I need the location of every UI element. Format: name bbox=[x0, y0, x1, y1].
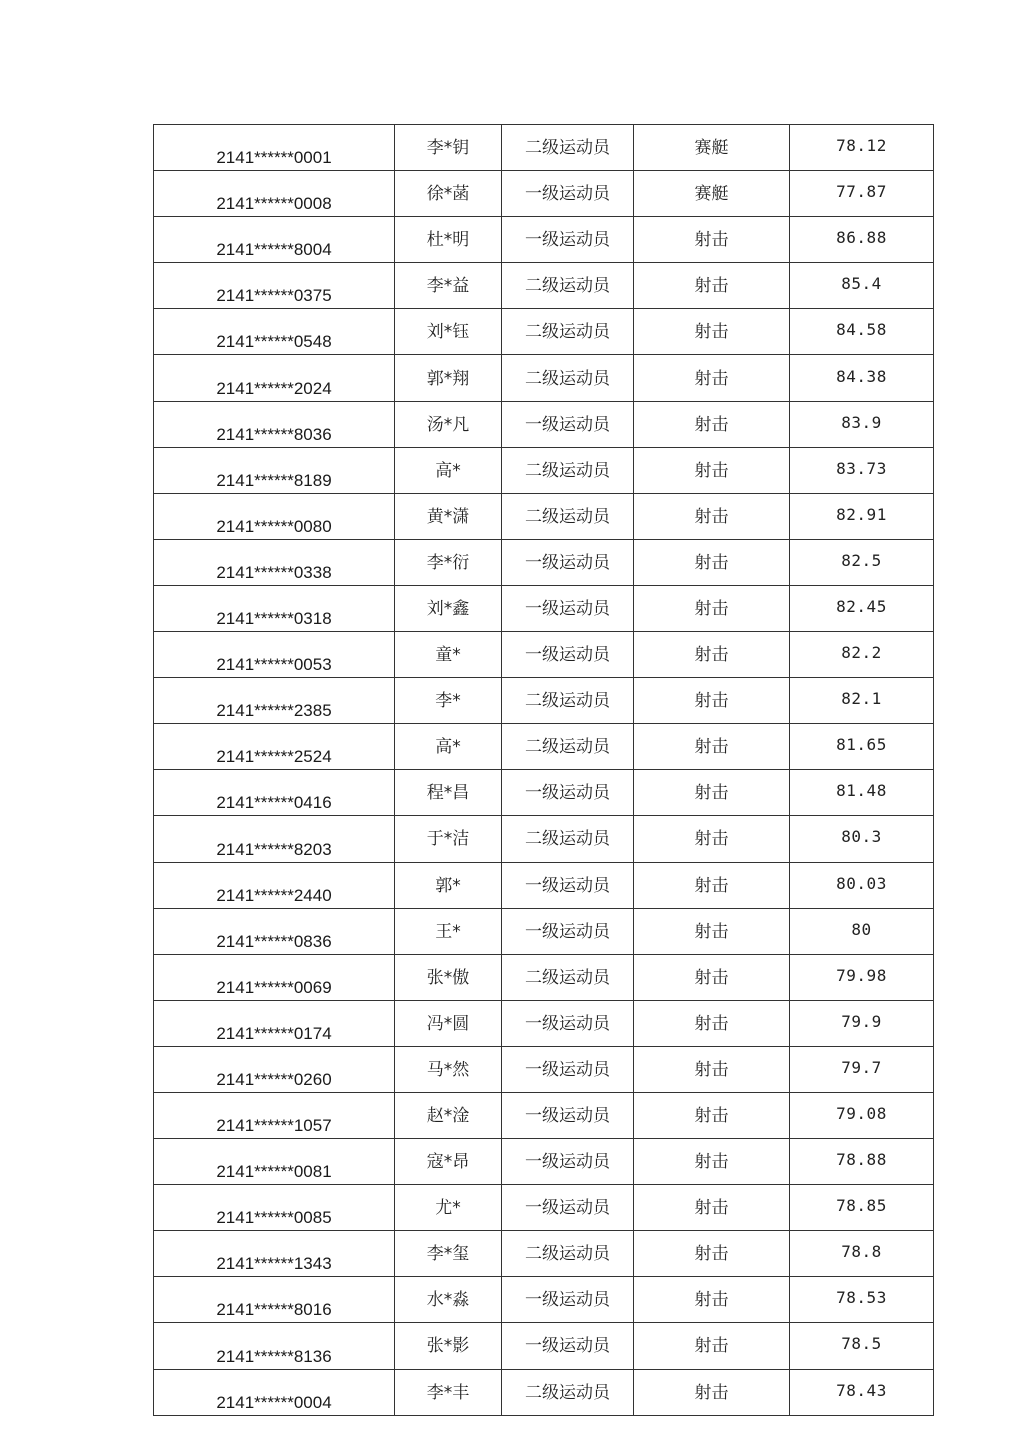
table-row bbox=[154, 309, 934, 355]
athlete-level-cell: 二级运动员 bbox=[502, 724, 634, 770]
athlete-level-cell: 一级运动员 bbox=[502, 1277, 634, 1323]
sport-event-cell: 射击 bbox=[634, 585, 790, 631]
score-cell: 78.43 bbox=[790, 1369, 934, 1415]
athlete-name-cell: 郭*翔 bbox=[395, 355, 502, 401]
athlete-level-cell: 一级运动员 bbox=[502, 217, 634, 263]
sport-event-cell: 赛艇 bbox=[634, 171, 790, 217]
table-row bbox=[154, 539, 934, 585]
exam-id-cell: 2141******0836 bbox=[154, 908, 395, 954]
athlete-level-cell: 二级运动员 bbox=[502, 678, 634, 724]
score-cell: 81.48 bbox=[790, 770, 934, 816]
athlete-name-cell: 李*益 bbox=[395, 263, 502, 309]
sport-event-cell: 射击 bbox=[634, 355, 790, 401]
sport-event-cell: 射击 bbox=[634, 724, 790, 770]
table-row bbox=[154, 1323, 934, 1369]
athlete-level-cell: 一级运动员 bbox=[502, 862, 634, 908]
athlete-name-cell: 李*玺 bbox=[395, 1231, 502, 1277]
score-cell: 78.53 bbox=[790, 1277, 934, 1323]
score-cell: 79.98 bbox=[790, 954, 934, 1000]
sport-event-cell: 射击 bbox=[634, 816, 790, 862]
table-row bbox=[154, 724, 934, 770]
athlete-score-table bbox=[153, 124, 934, 1416]
athlete-level-cell: 一级运动员 bbox=[502, 1139, 634, 1185]
athlete-name-cell: 刘*钰 bbox=[395, 309, 502, 355]
athlete-name-cell: 尤* bbox=[395, 1185, 502, 1231]
sport-event-cell: 射击 bbox=[634, 539, 790, 585]
score-cell: 82.5 bbox=[790, 539, 934, 585]
sport-event-cell: 射击 bbox=[634, 1000, 790, 1046]
score-cell: 77.87 bbox=[790, 171, 934, 217]
athlete-level-cell: 一级运动员 bbox=[502, 171, 634, 217]
athlete-level-cell: 二级运动员 bbox=[502, 1231, 634, 1277]
sport-event-cell: 射击 bbox=[634, 678, 790, 724]
exam-id-cell: 2141******2440 bbox=[154, 862, 395, 908]
athlete-name-cell: 徐*菡 bbox=[395, 171, 502, 217]
table-body bbox=[154, 125, 934, 1416]
table-row bbox=[154, 355, 934, 401]
athlete-name-cell: 寇*昂 bbox=[395, 1139, 502, 1185]
score-cell: 80.03 bbox=[790, 862, 934, 908]
exam-id-cell: 2141******8036 bbox=[154, 401, 395, 447]
sport-event-cell: 射击 bbox=[634, 954, 790, 1000]
table-row bbox=[154, 954, 934, 1000]
athlete-name-cell: 郭* bbox=[395, 862, 502, 908]
exam-id-cell: 2141******0053 bbox=[154, 632, 395, 678]
athlete-level-cell: 一级运动员 bbox=[502, 1185, 634, 1231]
table-row bbox=[154, 1185, 934, 1231]
table-row bbox=[154, 125, 934, 171]
exam-id-cell: 2141******2385 bbox=[154, 678, 395, 724]
table-row bbox=[154, 1277, 934, 1323]
athlete-level-cell: 一级运动员 bbox=[502, 908, 634, 954]
athlete-level-cell: 二级运动员 bbox=[502, 493, 634, 539]
score-cell: 84.38 bbox=[790, 355, 934, 401]
score-cell: 78.8 bbox=[790, 1231, 934, 1277]
exam-id-cell: 2141******0338 bbox=[154, 539, 395, 585]
table-row bbox=[154, 217, 934, 263]
score-cell: 83.73 bbox=[790, 447, 934, 493]
sport-event-cell: 射击 bbox=[634, 770, 790, 816]
table-row bbox=[154, 585, 934, 631]
athlete-name-cell: 黄*潇 bbox=[395, 493, 502, 539]
exam-id-cell: 2141******8016 bbox=[154, 1277, 395, 1323]
exam-id-cell: 2141******2524 bbox=[154, 724, 395, 770]
table-row bbox=[154, 171, 934, 217]
table-row bbox=[154, 1139, 934, 1185]
exam-id-cell: 2141******8004 bbox=[154, 217, 395, 263]
athlete-level-cell: 二级运动员 bbox=[502, 1369, 634, 1415]
exam-id-cell: 2141******0004 bbox=[154, 1369, 395, 1415]
athlete-name-cell: 王* bbox=[395, 908, 502, 954]
sport-event-cell: 射击 bbox=[634, 1185, 790, 1231]
table-row bbox=[154, 1369, 934, 1415]
table-row bbox=[154, 401, 934, 447]
score-cell: 84.58 bbox=[790, 309, 934, 355]
athlete-level-cell: 一级运动员 bbox=[502, 1323, 634, 1369]
sport-event-cell: 射击 bbox=[634, 447, 790, 493]
exam-id-cell: 2141******0174 bbox=[154, 1000, 395, 1046]
athlete-level-cell: 二级运动员 bbox=[502, 954, 634, 1000]
score-cell: 78.12 bbox=[790, 125, 934, 171]
athlete-level-cell: 一级运动员 bbox=[502, 539, 634, 585]
score-cell: 82.45 bbox=[790, 585, 934, 631]
score-cell: 83.9 bbox=[790, 401, 934, 447]
sport-event-cell: 射击 bbox=[634, 401, 790, 447]
exam-id-cell: 2141******0548 bbox=[154, 309, 395, 355]
athlete-name-cell: 张*傲 bbox=[395, 954, 502, 1000]
score-cell: 80 bbox=[790, 908, 934, 954]
exam-id-cell: 2141******8136 bbox=[154, 1323, 395, 1369]
athlete-level-cell: 一级运动员 bbox=[502, 1000, 634, 1046]
athlete-name-cell: 李*钥 bbox=[395, 125, 502, 171]
score-cell: 79.7 bbox=[790, 1046, 934, 1092]
table-row bbox=[154, 632, 934, 678]
athlete-name-cell: 于*洁 bbox=[395, 816, 502, 862]
sport-event-cell: 射击 bbox=[634, 309, 790, 355]
athlete-level-cell: 一级运动员 bbox=[502, 401, 634, 447]
table-row bbox=[154, 263, 934, 309]
score-cell: 86.88 bbox=[790, 217, 934, 263]
sport-event-cell: 射击 bbox=[634, 263, 790, 309]
athlete-level-cell: 一级运动员 bbox=[502, 632, 634, 678]
score-cell: 79.08 bbox=[790, 1092, 934, 1138]
score-cell: 78.88 bbox=[790, 1139, 934, 1185]
sport-event-cell: 射击 bbox=[634, 1046, 790, 1092]
exam-id-cell: 2141******1343 bbox=[154, 1231, 395, 1277]
sport-event-cell: 射击 bbox=[634, 1139, 790, 1185]
athlete-level-cell: 二级运动员 bbox=[502, 447, 634, 493]
sport-event-cell: 射击 bbox=[634, 217, 790, 263]
sport-event-cell: 射击 bbox=[634, 862, 790, 908]
exam-id-cell: 2141******8189 bbox=[154, 447, 395, 493]
score-cell: 80.3 bbox=[790, 816, 934, 862]
table-row bbox=[154, 1231, 934, 1277]
exam-id-cell: 2141******0085 bbox=[154, 1185, 395, 1231]
sport-event-cell: 射击 bbox=[634, 1323, 790, 1369]
table-row bbox=[154, 447, 934, 493]
athlete-name-cell: 汤*凡 bbox=[395, 401, 502, 447]
athlete-name-cell: 刘*鑫 bbox=[395, 585, 502, 631]
table-row bbox=[154, 1092, 934, 1138]
athlete-level-cell: 一级运动员 bbox=[502, 1046, 634, 1092]
table-row bbox=[154, 862, 934, 908]
athlete-level-cell: 一级运动员 bbox=[502, 770, 634, 816]
athlete-level-cell: 二级运动员 bbox=[502, 816, 634, 862]
score-cell: 81.65 bbox=[790, 724, 934, 770]
sport-event-cell: 射击 bbox=[634, 632, 790, 678]
exam-id-cell: 2141******0008 bbox=[154, 171, 395, 217]
sport-event-cell: 射击 bbox=[634, 1369, 790, 1415]
table-row bbox=[154, 908, 934, 954]
sport-event-cell: 射击 bbox=[634, 1277, 790, 1323]
athlete-name-cell: 水*淼 bbox=[395, 1277, 502, 1323]
sport-event-cell: 射击 bbox=[634, 908, 790, 954]
sport-event-cell: 射击 bbox=[634, 493, 790, 539]
athlete-name-cell: 杜*明 bbox=[395, 217, 502, 263]
score-cell: 82.1 bbox=[790, 678, 934, 724]
score-cell: 78.85 bbox=[790, 1185, 934, 1231]
table-row bbox=[154, 1000, 934, 1046]
athlete-name-cell: 童* bbox=[395, 632, 502, 678]
athlete-level-cell: 二级运动员 bbox=[502, 125, 634, 171]
athlete-level-cell: 二级运动员 bbox=[502, 263, 634, 309]
score-cell: 78.5 bbox=[790, 1323, 934, 1369]
table-row bbox=[154, 1046, 934, 1092]
athlete-name-cell: 冯*圆 bbox=[395, 1000, 502, 1046]
exam-id-cell: 2141******0416 bbox=[154, 770, 395, 816]
score-cell: 79.9 bbox=[790, 1000, 934, 1046]
score-cell: 85.4 bbox=[790, 263, 934, 309]
exam-id-cell: 2141******8203 bbox=[154, 816, 395, 862]
athlete-name-cell: 李* bbox=[395, 678, 502, 724]
table-row bbox=[154, 493, 934, 539]
athlete-name-cell: 张*影 bbox=[395, 1323, 502, 1369]
athlete-name-cell: 李*丰 bbox=[395, 1369, 502, 1415]
exam-id-cell: 2141******0260 bbox=[154, 1046, 395, 1092]
athlete-name-cell: 马*然 bbox=[395, 1046, 502, 1092]
table-row bbox=[154, 678, 934, 724]
exam-id-cell: 2141******0069 bbox=[154, 954, 395, 1000]
score-cell: 82.2 bbox=[790, 632, 934, 678]
athlete-level-cell: 一级运动员 bbox=[502, 1092, 634, 1138]
score-cell: 82.91 bbox=[790, 493, 934, 539]
athlete-name-cell: 李*衍 bbox=[395, 539, 502, 585]
athlete-name-cell: 赵*淦 bbox=[395, 1092, 502, 1138]
exam-id-cell: 2141******0081 bbox=[154, 1139, 395, 1185]
athlete-name-cell: 高* bbox=[395, 447, 502, 493]
exam-id-cell: 2141******0080 bbox=[154, 493, 395, 539]
athlete-name-cell: 高* bbox=[395, 724, 502, 770]
exam-id-cell: 2141******0001 bbox=[154, 125, 395, 171]
athlete-name-cell: 程*昌 bbox=[395, 770, 502, 816]
athlete-level-cell: 一级运动员 bbox=[502, 585, 634, 631]
sport-event-cell: 射击 bbox=[634, 1231, 790, 1277]
exam-id-cell: 2141******0318 bbox=[154, 585, 395, 631]
sport-event-cell: 赛艇 bbox=[634, 125, 790, 171]
table-row bbox=[154, 816, 934, 862]
exam-id-cell: 2141******0375 bbox=[154, 263, 395, 309]
sport-event-cell: 射击 bbox=[634, 1092, 790, 1138]
exam-id-cell: 2141******1057 bbox=[154, 1092, 395, 1138]
athlete-level-cell: 二级运动员 bbox=[502, 309, 634, 355]
athlete-level-cell: 二级运动员 bbox=[502, 355, 634, 401]
table-row bbox=[154, 770, 934, 816]
exam-id-cell: 2141******2024 bbox=[154, 355, 395, 401]
